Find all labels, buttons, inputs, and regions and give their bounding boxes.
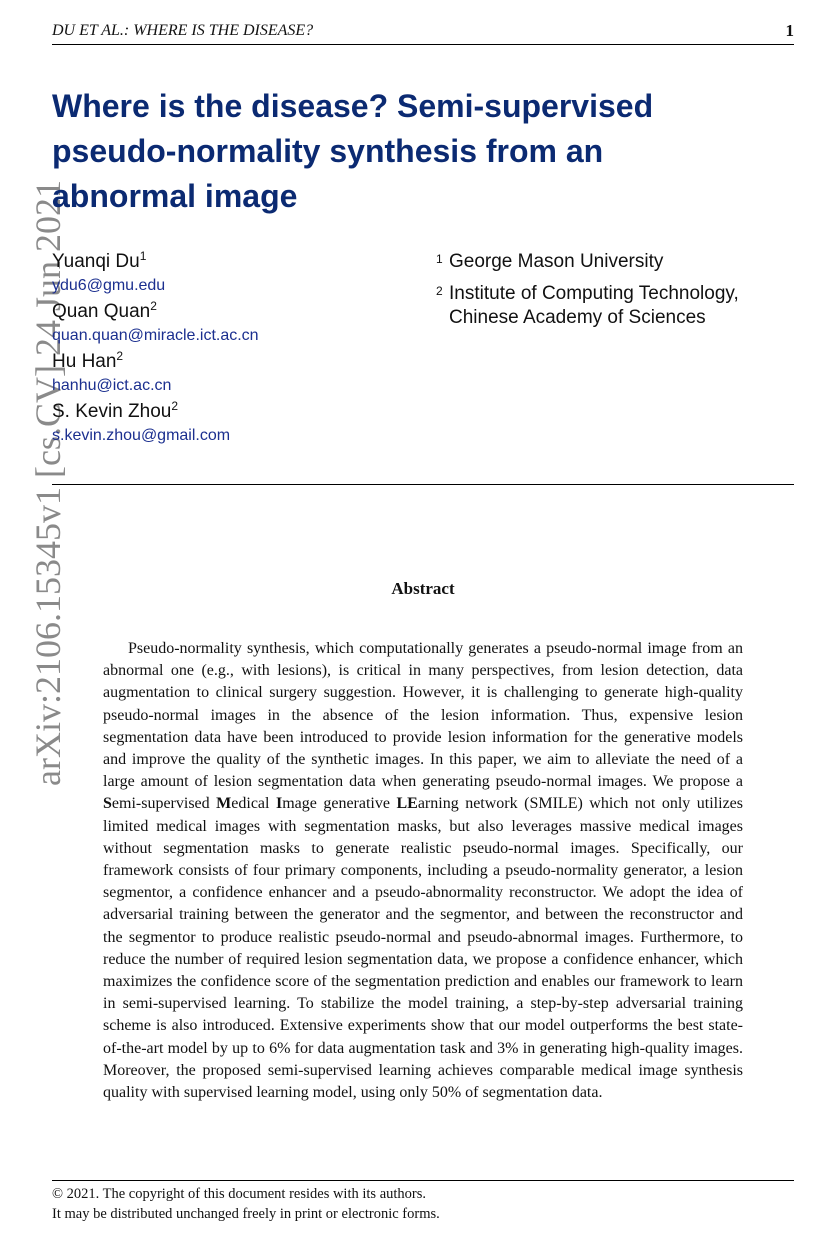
running-header — [52, 20, 794, 45]
page-number: 1 — [785, 21, 794, 40]
author-list — [52, 250, 412, 450]
author-entry — [52, 300, 412, 347]
author-affiliation-mark: 2 — [116, 349, 124, 363]
author-name: Yuanqi Du$^1$ — [52, 249, 147, 272]
author-affiliation-mark: 2 — [171, 399, 179, 413]
affiliation-text: George Mason University — [449, 251, 664, 272]
paper-title: Where is the disease? Semi-supervised pseudo-normality synthesis from an abnormal image — [52, 88, 654, 214]
affiliation-entry — [436, 282, 796, 330]
author-email[interactable]: ydu6@gmu.edu — [52, 277, 166, 294]
affiliation-number: 2 — [436, 284, 443, 298]
author-email[interactable]: hanhu@ict.ac.cn — [52, 377, 172, 394]
copyright-footer — [52, 1184, 440, 1224]
footer-divider — [52, 1180, 794, 1181]
section-divider — [52, 484, 794, 485]
author-entry — [52, 400, 412, 447]
copyright-line: © 2021. The copyright of this document resides with its authors. — [52, 1186, 427, 1202]
author-name: S. Kevin Zhou$^2$ — [52, 399, 179, 422]
author-name: Quan Quan$^2$ — [52, 299, 157, 322]
author-affiliation-mark: 1 — [139, 249, 147, 263]
author-entry — [52, 250, 412, 297]
author-affiliation-mark: 2 — [150, 299, 157, 313]
author-email[interactable]: quan.quan@miracle.ict.ac.cn — [52, 327, 259, 344]
author-entry — [52, 350, 412, 397]
affiliation-list — [436, 250, 796, 338]
author-email[interactable]: s.kevin.zhou@gmail.com — [52, 427, 231, 444]
running-title: DU ET AL.: WHERE IS THE DISEASE? — [52, 22, 314, 39]
author-name: Hu Han$^2$ — [52, 349, 124, 372]
affiliation-entry — [436, 250, 796, 274]
abstract-heading: Abstract — [391, 579, 455, 598]
affiliation-number: 1 — [436, 252, 443, 266]
affiliation-text: Institute of Computing Technology, Chinese Academy of Sciences — [449, 283, 739, 328]
abstract-body: Pseudo-normality synthesis, which computationally generates a pseudo-normal image from an abnormal one (e.g., with lesions), is critical in many perspectives, from lesion detection, data augmentation to clinical surgery suggestion. However, it is challenging to generate high-quality pseudo-normal images in the absence of the lesion information. Thus, expensive lesion segmentation data have been introduced to provide lesion information for the generative models and improve the quality of the synthetic images. In this paper, we aim to alleviate the need of a large amount of lesion segmentation data when generating pseudo-normal images. We propose a Semi-supervised Medical Image generative LEarning network (SMILE) which not only utilizes limited medical images with segmentation masks, but also leverages massive medical images without segmentation masks to generate realistic pseudo-normal images. Specifically, our framework consists of four primary components, including a pseudo-normality generator, a lesion segmentor, a confidence enhancer and a pseudo-abnormality reconstructor. We adopt the idea of adversarial training between the generator and the segmentor, and between the reconstructor and the segmentor to produce realistic pseudo-normal and pseudo-abnormal images. Furthermore, to reduce the number of required lesion segmentation data, we propose a confidence enhancer, which maximizes the confidence score of the segmentation prediction and enables our framework to learn in semi-supervised learning. To stabilize the model training, a step-by-step adversarial training scheme is also introduced. Extensive experiments show that our model outperforms the best state-of-the-art model by up to 6% for data augmentation task and 3% in generating high-quality images. Moreover, the proposed semi-supervised learning achieves comparable medical image synthesis quality with supervised learning model, using only 50% of segmentation data. — [103, 640, 743, 1102]
distribution-line: It may be distributed unchanged freely in print or electronic forms. — [52, 1206, 440, 1222]
arxiv-stamp: arXiv:2106.15345v1 [cs.CV] 24 Jun 2021 — [28, 180, 68, 786]
